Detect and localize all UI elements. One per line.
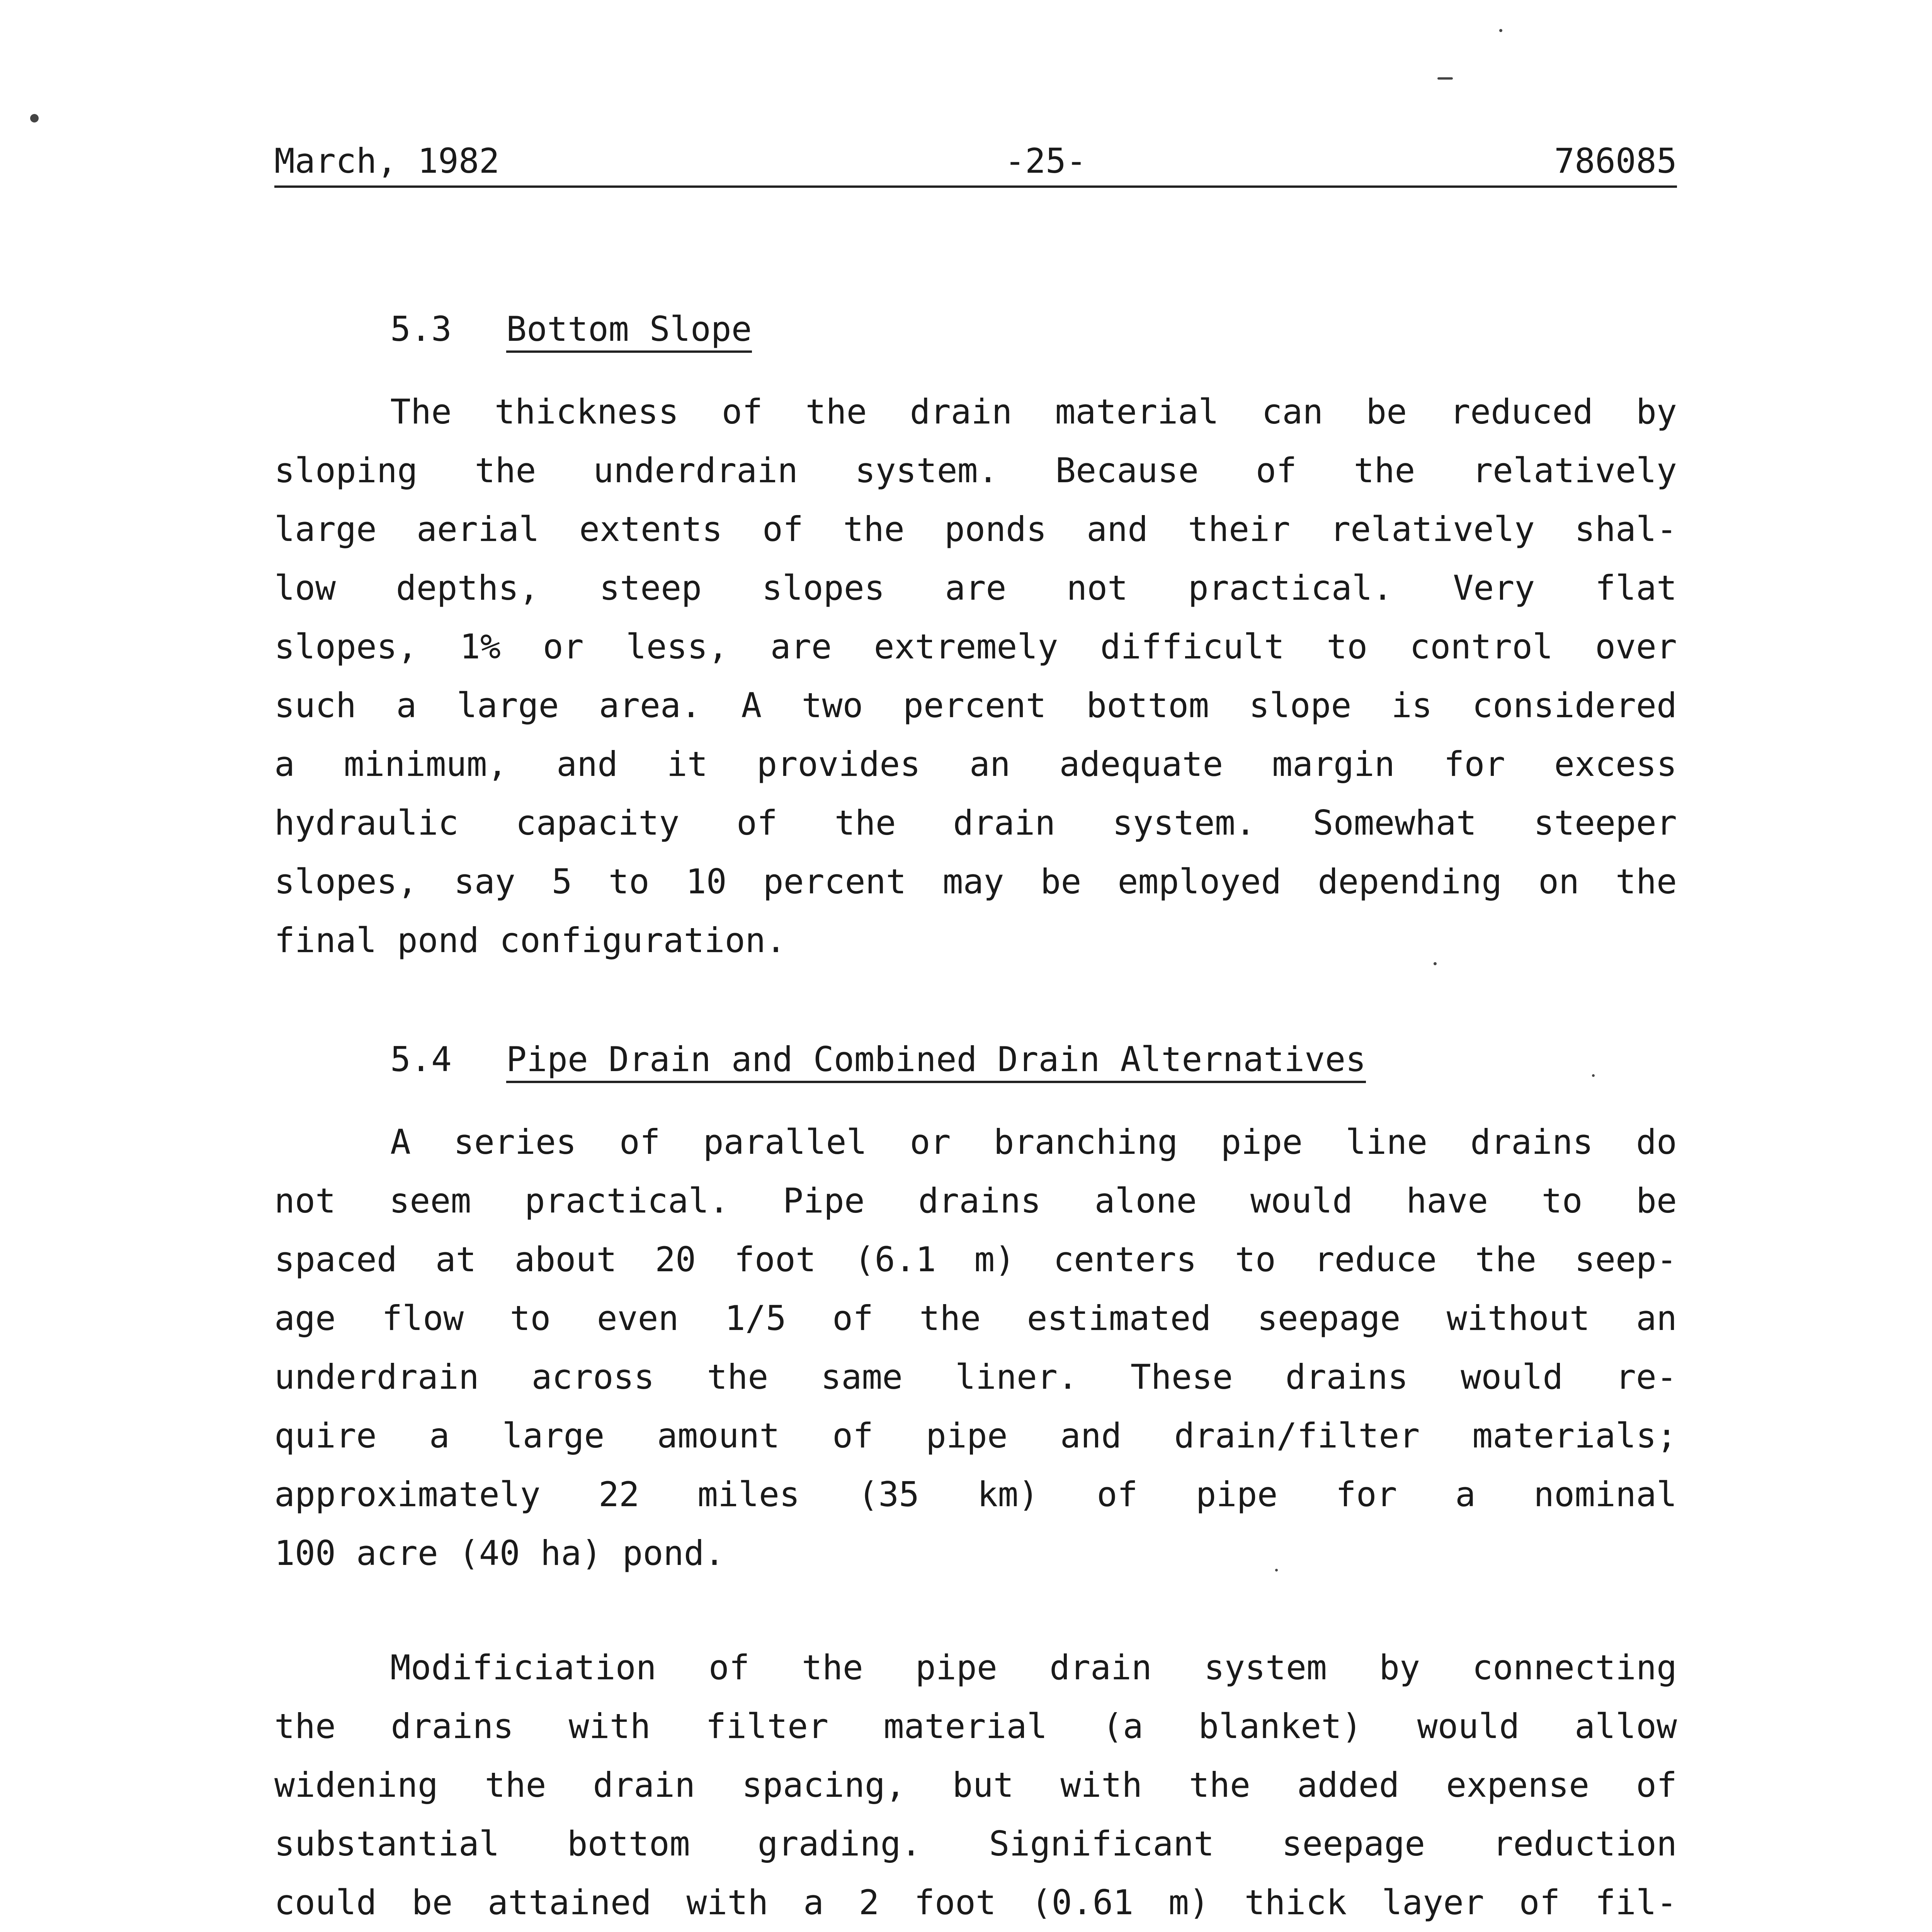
section-heading-5-3 [390,309,752,349]
text-line: the drains with filter material (a blanket) would allow [274,1706,1677,1746]
text-line: large aerial extents of the ponds and their relatively shal- [274,509,1677,549]
text-line: could be attained with a 2 foot (0.61 m) thick layer of fil- [274,1883,1677,1922]
text-line: spaced at about 20 foot (6.1 m) centers to reduce the seep- [274,1240,1677,1279]
header-page-number: -25- [1005,141,1087,181]
text-line: age flow to even 1/5 of the estimated seepage without an [274,1298,1677,1338]
section-number: 5.3 [390,309,452,349]
text-line: slopes, 1% or less, are extremely difficult to control over [274,627,1677,667]
scan-speck [1437,77,1453,80]
text-line: 100 acre (40 ha) pond. [274,1533,725,1573]
text-line: low depths, steep slopes are not practical. Very flat [274,568,1677,608]
section-title: Pipe Drain and Combined Drain Alternatives [506,1039,1366,1083]
section-heading-5-4 [390,1039,1366,1079]
text-line: underdrain across the same liner. These drains would re- [274,1357,1677,1397]
text-line: not seem practical. Pipe drains alone would have to be [274,1181,1677,1221]
text-line: quire a large amount of pipe and drain/filter materials; [274,1416,1677,1456]
section-5-4-paragraph-1 [274,1113,1677,1583]
scan-speck [1499,29,1502,32]
header-document-number: 786085 [1554,141,1677,181]
text-line: hydraulic capacity of the drain system. Somewhat steeper [274,803,1677,843]
text-line: sloping the underdrain system. Because of the relatively [274,451,1677,490]
section-5-4-paragraph-2 [274,1638,1677,1932]
text-line: final pond configuration. [274,920,786,960]
header-date: March, 1982 [274,141,500,181]
text-line: Modificiation of the pipe drain system by connecting [390,1648,1677,1687]
text-line: such a large area. A two percent bottom slope is considered [274,685,1677,725]
scan-speck [1275,1569,1278,1571]
text-line: approximately 22 miles (35 km) of pipe for a nominal [274,1475,1677,1514]
scan-speck [30,114,39,122]
text-line: substantial bottom grading. Significant seepage reduction [274,1824,1677,1864]
section-5-3-paragraph [274,383,1677,970]
section-title: Bottom Slope [506,309,752,353]
section-number: 5.4 [390,1039,452,1079]
text-line: widening the drain spacing, but with the added expense of [274,1765,1677,1805]
text-line: a minimum, and it provides an adequate margin for excess [274,744,1677,784]
text-line: The thickness of the drain material can be reduced by [390,392,1677,432]
page-header [274,131,1677,188]
text-line: A series of parallel or branching pipe line drains do [390,1122,1677,1162]
text-line: slopes, say 5 to 10 percent may be employed depending on the [274,862,1677,901]
scan-speck [1592,1074,1595,1077]
scan-speck [1434,962,1437,965]
